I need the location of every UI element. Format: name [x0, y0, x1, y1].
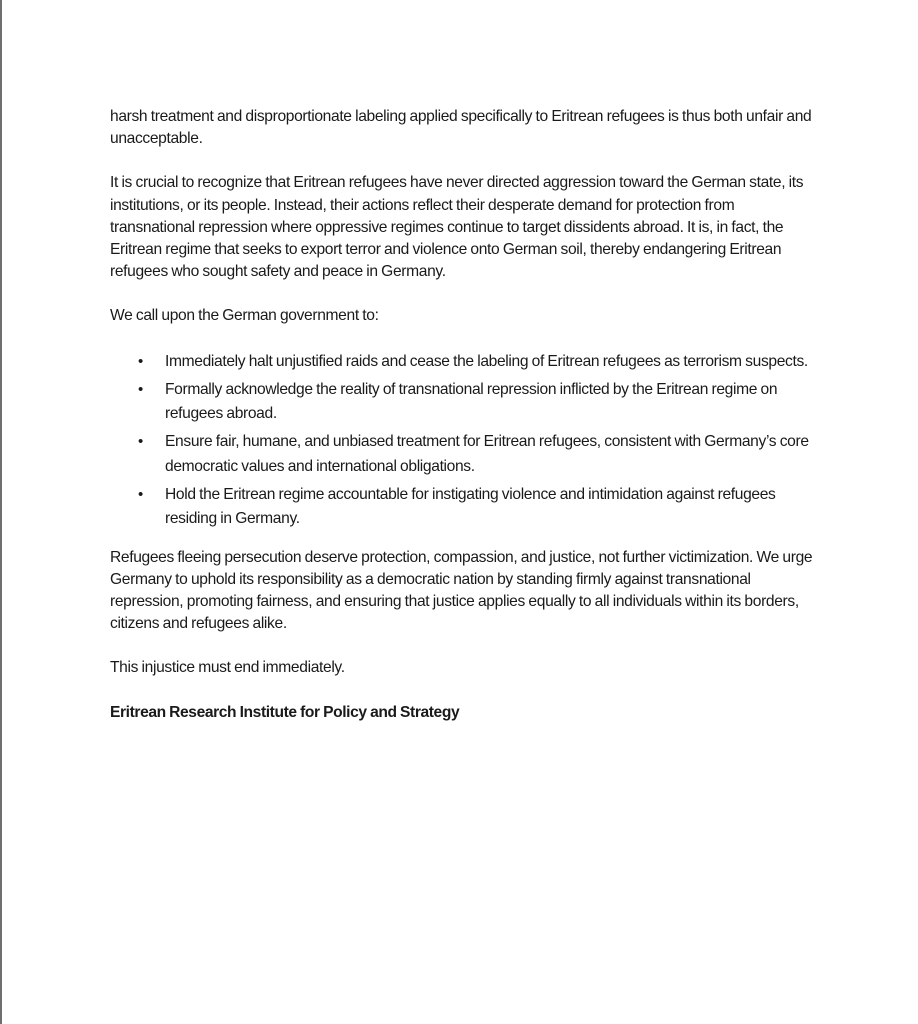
list-item — [110, 378, 822, 427]
bullet-icon: • — [138, 485, 143, 503]
list-item-text: Ensure fair, humane, and unbiased treatment for Eritrean refugees, consistent with Germany’s core democratic values and international obligations. — [165, 433, 809, 475]
list-item-text: Hold the Eritrean regime accountable for instigating violence and intimidation against refugees residing in Germany. — [165, 485, 776, 528]
list-item — [110, 430, 822, 479]
bullet-icon: • — [138, 352, 143, 370]
paragraph-refugees-deserve: Refugees fleeing persecution deserve protection, compassion, and justice, not further victimization. We urge Germany to uphold its responsibility as a democratic nation by standing firmly against transnational repression, promoting fairness, and ensuring that justice applies equally to all individuals within its borders, citizens and refugees alike. — [110, 548, 813, 633]
demands-list — [110, 350, 822, 532]
paragraph-no-aggression: It is crucial to recognize that Eritrean refugees have never directed aggression toward the German state, its institutions, or its people. Instead, their actions reflect their desperate demand for protection from transnational repression where oppressive regimes continue to target dissidents abroad. It is, in fact, the Eritrean regime that seeks to export terror and violence onto German soil, thereby endangering Eritrean refugees who sought safety and peace in Germany. — [110, 174, 804, 281]
list-item — [110, 350, 822, 375]
list-item-text: Immediately halt unjustified raids and cease the labeling of Eritrean refugees as terrorism suspects. — [165, 352, 808, 370]
document-body — [110, 106, 822, 724]
paragraph-injustice-end: This injustice must end immediately. — [110, 659, 345, 677]
paragraph-harsh-treatment: harsh treatment and disproportionate labeling applied specifically to Eritrean refugees is thus both unfair and unacceptable. — [110, 108, 812, 148]
bullet-icon: • — [138, 380, 143, 398]
list-item — [110, 483, 822, 532]
signature: Eritrean Research Institute for Policy and Strategy — [110, 703, 460, 721]
paragraph-call-upon: We call upon the German government to: — [110, 307, 379, 325]
list-item-text: Formally acknowledge the reality of transnational repression inflicted by the Eritrean regime on refugees abroad. — [165, 380, 778, 423]
bullet-icon: • — [138, 433, 143, 451]
